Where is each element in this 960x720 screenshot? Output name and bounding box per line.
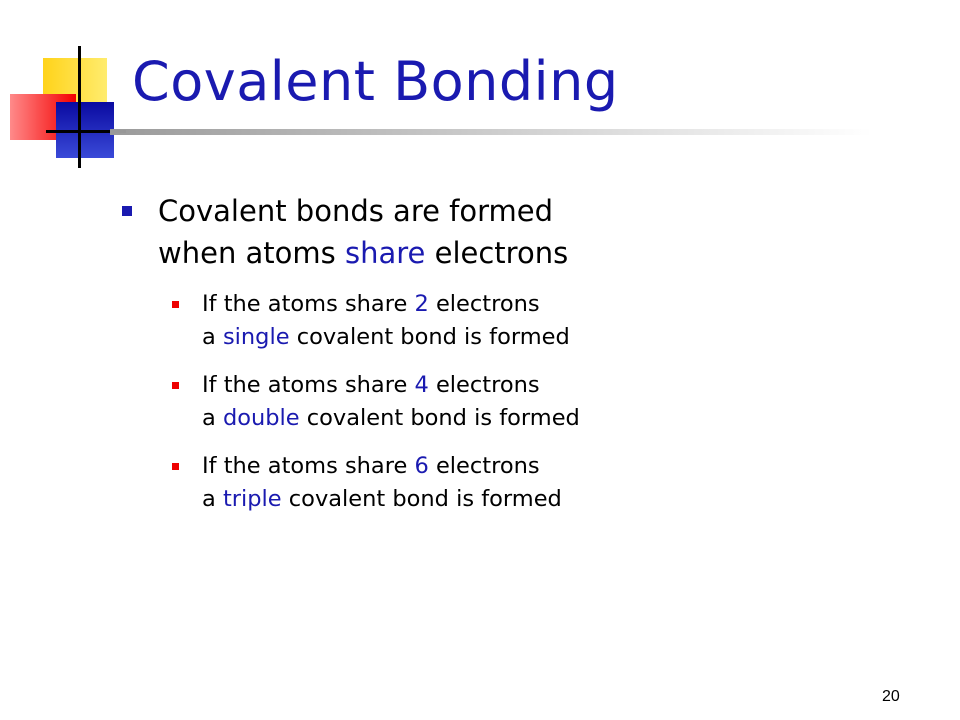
slide-body [120,190,920,531]
sub-bullet-line-1 [202,450,920,483]
text-fragment: If the atoms share [202,372,415,398]
sub-bullet [172,288,920,354]
text-fragment: electrons [428,372,540,398]
page-number: 20 [882,688,900,705]
bond-type: single [222,324,290,350]
sub-bullet-line-2 [202,483,920,516]
text-fragment: covalent bond is formed [289,324,570,350]
text-fragment: a [202,324,223,350]
main-bullet-line-1: Covalent bonds are formed [158,194,554,228]
text-fragment: electrons [428,453,540,479]
title-underline [110,129,872,135]
text-fragment: covalent bond is formed [281,486,562,512]
sub-bullet-line-1 [202,369,920,402]
sub-bullet [172,450,920,516]
bond-type: triple [222,486,282,512]
square-bullet-icon [172,463,179,470]
corner-logo [0,0,140,170]
sub-bullet-line-2 [202,402,920,435]
sub-bullet-line-2 [202,321,920,354]
text-fragment: a [202,486,223,512]
slide-title: Covalent Bonding [132,50,619,113]
electron-count: 2 [414,291,429,317]
text-fragment: covalent bond is formed [299,405,580,431]
text-fragment: when atoms [158,236,345,270]
electron-count: 4 [414,372,429,398]
square-bullet-icon [172,301,179,308]
bond-type: double [222,405,300,431]
square-bullet-icon [122,206,132,216]
square-bullet-icon [172,382,179,389]
text-fragment: If the atoms share [202,291,415,317]
vertical-line [78,46,81,168]
text-fragment: If the atoms share [202,453,415,479]
text-fragment: electrons [425,236,569,270]
text-fragment: a [202,405,223,431]
main-bullet-line-2 [158,232,920,274]
sub-bullet [172,369,920,435]
main-bullet [120,190,920,274]
sub-bullet-list [120,288,920,516]
sub-bullet-line-1 [202,288,920,321]
text-fragment: electrons [428,291,540,317]
highlight-share: share [345,236,426,270]
electron-count: 6 [414,453,429,479]
